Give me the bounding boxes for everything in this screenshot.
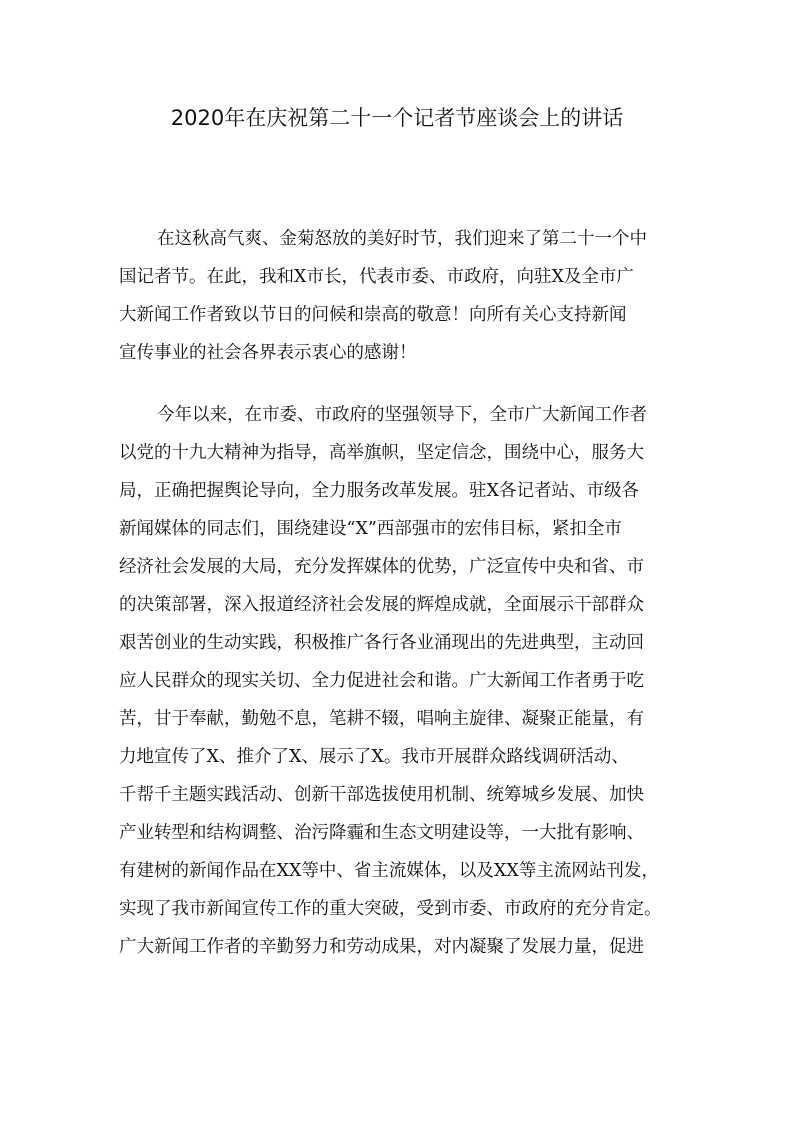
paragraph-line: 应人民群众的现实关切、全力促进社会和谐。广大新闻工作者勇于吃	[119, 671, 644, 691]
paragraph-line: 宣传事业的社会各界表示衷心的感谢！	[119, 343, 417, 363]
paragraph-line: 艰苦创业的生动实践，积极推广各行各业涌现出的先进典型，主动回	[119, 633, 644, 653]
paragraph-line: 以党的十九大精神为指导，高举旗帜，坚定信念，围绕中心，服务大	[119, 443, 644, 463]
paragraph-line: 大新闻工作者致以节日的问候和崇高的敬意！向所有关心支持新闻	[119, 305, 627, 325]
paragraph-line: 广大新闻工作者的辛勤努力和劳动成果，对内凝聚了发展力量，促进	[119, 937, 644, 957]
document-body	[119, 220, 689, 966]
paragraph-spacer	[119, 372, 689, 396]
paragraph-line: 今年以来，在市委、市政府的坚强领导下，全市广大新闻工作者	[157, 405, 647, 425]
paragraph-line: 在这秋高气爽、金菊怒放的美好时节，我们迎来了第二十一个中	[157, 229, 647, 249]
paragraph-1	[119, 220, 689, 372]
paragraph-line: 经济社会发展的大局，充分发挥媒体的优势，广泛宣传中央和省、市	[119, 557, 644, 577]
paragraph-line: 苦，甘于奉献，勤勉不息，笔耕不辍，唱响主旋律、凝聚正能量，有	[119, 709, 644, 729]
paragraph-line: 局，正确把握舆论导向，全力服务改革发展。驻X各记者站、市级各	[119, 481, 639, 501]
paragraph-line: 新闻媒体的同志们，围绕建设“X”西部强市的宏伟目标，紧扣全市	[119, 519, 622, 539]
document-title: 2020年在庆祝第二十一个记者节座谈会上的讲话	[170, 106, 624, 130]
paragraph-line: 实现了我市新闻宣传工作的重大突破，受到市委、市政府的充分肯定。	[119, 899, 662, 919]
paragraph-line: 的决策部署，深入报道经济社会发展的辉煌成就，全面展示干部群众	[119, 595, 644, 615]
paragraph-line: 有建树的新闻作品在XX等中、省主流媒体，以及XX等主流网站刊发，	[119, 861, 659, 881]
paragraph-line: 千帮千主题实践活动、创新干部选拔使用机制、统筹城乡发展、加快	[119, 785, 644, 805]
paragraph-line: 力地宣传了X、推介了X、展示了X。我市开展群众路线调研活动、	[119, 747, 629, 767]
paragraph-line: 产业转型和结构调整、治污降霾和生态文明建设等，一大批有影响、	[119, 823, 644, 843]
paragraph-2	[119, 396, 689, 966]
paragraph-line: 国记者节。在此，我和X市长，代表市委、市政府，向驻X及全市广	[119, 267, 634, 287]
